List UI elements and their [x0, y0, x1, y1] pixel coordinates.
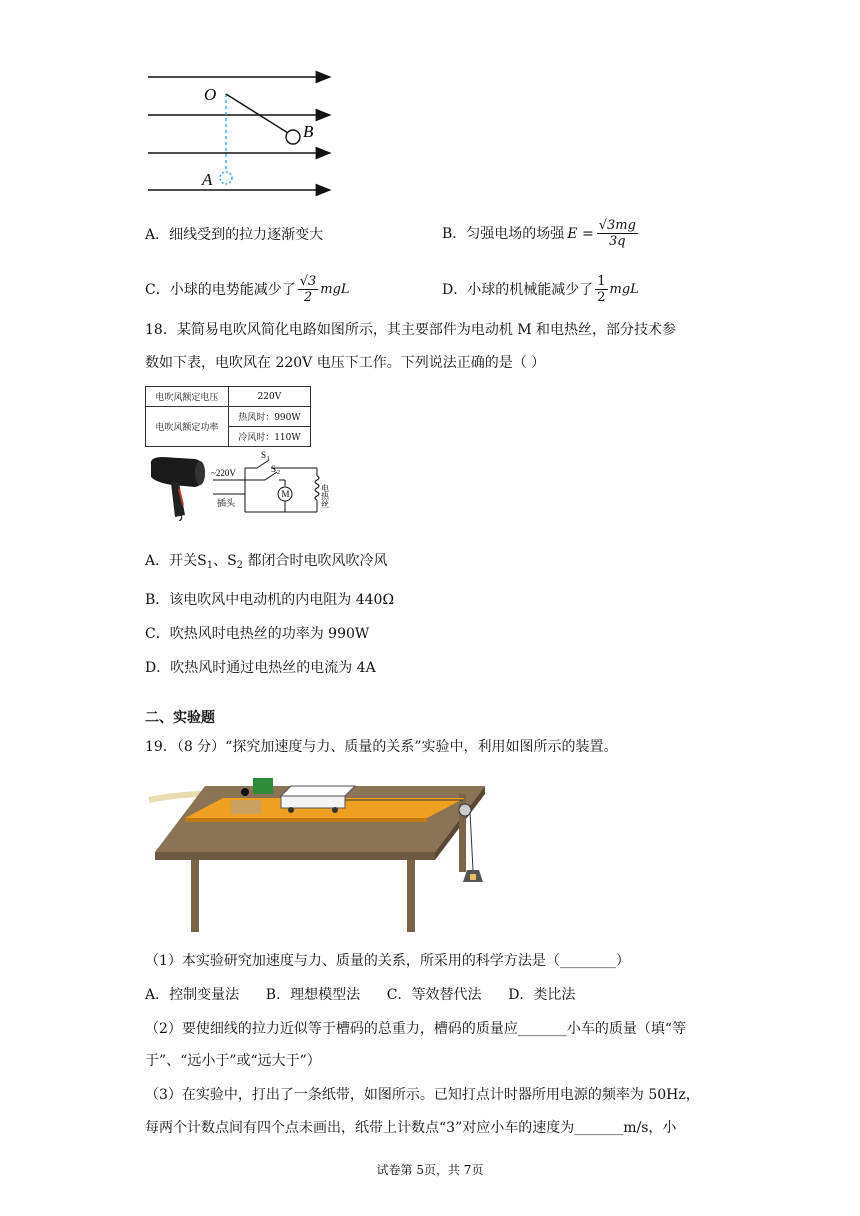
q17-option-b-text: B．匀强电场的场强 [442, 225, 565, 242]
q19-part3-line2: 每两个计数点间有四个点未画出，纸带上计数点“3”对应小车的速度为_______m/s，小 [145, 1120, 677, 1136]
label-b: B [303, 122, 314, 141]
q19-part1-options: A．控制变量法 B．理想模型法 C．等效替代法 D．类比法 [145, 987, 576, 1003]
ball-b [286, 130, 300, 144]
q19-part2-line2: 于”、“远小于”或“远大于”） [145, 1053, 321, 1069]
label-o: O [204, 85, 217, 104]
electric-field-figure [140, 62, 340, 202]
switch-s1-subscript: 1 [267, 456, 270, 462]
q19-stem: 19．（8 分）“探究加速度与力、质量的关系”实验中，利用如图所示的装置。 [145, 739, 618, 755]
hair-dryer-spec-table [145, 386, 311, 447]
rated-voltage-value: 220V [228, 387, 310, 407]
q17-option-b [442, 218, 638, 249]
q17-option-b-lhs: E = [567, 225, 594, 242]
q18-option-d: D．吹热风时通过电热丝的电流为 4A [145, 660, 376, 676]
q17-option-c-text: C．小球的电势能减少了 [145, 281, 296, 298]
label-a: A [202, 170, 213, 189]
heater-label: 电热丝 [320, 484, 330, 508]
rated-power-label: 电吹风额定功率 [146, 407, 229, 447]
q17-option-d [442, 274, 639, 305]
fraction-numerator: √3mg [598, 218, 636, 233]
q17-option-c [145, 274, 350, 305]
page-footer: 试卷第 5页，共 7页 [376, 1163, 484, 1177]
switch-s2-subscript: 2 [277, 470, 280, 476]
q18-option-c: C．吹热风时电热丝的功率为 990W [145, 626, 370, 642]
hair-dryer-icon [145, 455, 207, 521]
q17-option-d-text: D．小球的机械能减少了 [442, 281, 594, 298]
fraction-numerator: 1 [597, 274, 606, 289]
q17-option-d-suffix: mgL [609, 281, 639, 297]
q18-option-b: B．该电吹风中电动机的内电阻为 440Ω [145, 592, 395, 608]
string-ob [226, 94, 288, 133]
rated-voltage-label: 电吹风额定电压 [146, 387, 229, 407]
q19-part2-line1: （2）要使细线的拉力近似等于槽码的总重力，槽码的质量应_______小车的质量（填“等 [145, 1021, 687, 1037]
plug-label: 插头 [217, 499, 236, 509]
voltage-label: ~220V [211, 468, 236, 478]
q18-stem-line1: 18．某简易电吹风简化电路如图所示，其主要部件为电动机 M 和电热丝，部分技术参 [145, 322, 677, 338]
q17-option-d-fraction [595, 274, 607, 305]
cart-track-apparatus [145, 770, 495, 940]
motor-label: M [281, 489, 290, 499]
q19-part3-line1: （3）在实验中，打出了一条纸带，如图所示。已知打点计时器所用电源的频率为 50Hz， [145, 1087, 700, 1103]
hair-dryer-circuit [205, 450, 355, 518]
q19-part1: （1）本实验研究加速度与力、质量的关系，所采用的科学方法是（________） [145, 953, 630, 969]
q17-option-c-suffix: mgL [320, 281, 350, 297]
ball-position-a [220, 172, 232, 184]
q17-option-c-fraction [298, 274, 319, 305]
switch-s2-label: S [271, 464, 277, 474]
fraction-denominator: 2 [597, 290, 606, 305]
q17-option-a: A．细线受到的拉力逐渐变大 [145, 227, 324, 243]
cold-air-power: 冷风时：110W [228, 427, 310, 447]
fraction-denominator: 2 [303, 290, 313, 305]
fraction-numerator: √3 [299, 274, 317, 289]
fraction-denominator: 3q [609, 234, 626, 249]
q18-stem-line2: 数如下表，电吹风在 220V 电压下工作。下列说法正确的是（ ） [145, 355, 546, 371]
hot-air-power: 热风时：990W [228, 407, 310, 427]
q18-option-a: A．开关$S_1$、$S_2$ 都闭合时电吹风吹冷风 [145, 553, 388, 571]
q17-option-b-fraction [597, 218, 638, 249]
section-heading: 二、实验题 [145, 710, 215, 726]
switch-s1-label: S [261, 450, 267, 460]
